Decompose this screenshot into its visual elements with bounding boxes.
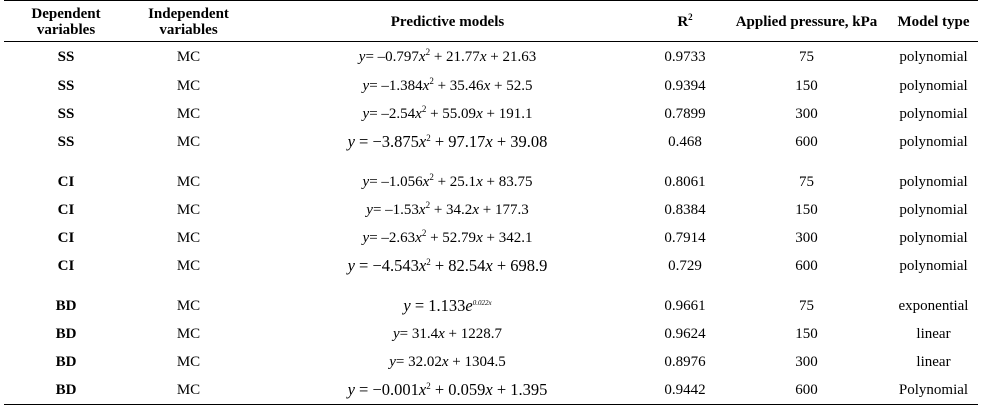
cell-applied-pressure: 600	[795, 133, 818, 150]
cell-model-type: linear	[916, 353, 951, 370]
cell-applied-pressure: 300	[795, 105, 818, 122]
model-exponent: 2	[425, 46, 431, 57]
model-coefficient-1: = –1.056	[369, 173, 423, 190]
cell-independent-variable: MC	[176, 105, 201, 122]
header-row	[4, 1, 978, 42]
cell-dependent-variable: CI	[57, 229, 75, 246]
model-coefficient-1: = –2.54	[369, 105, 416, 122]
header-dependent-line1: Dependent	[31, 5, 101, 22]
model-constant: + 83.75	[482, 173, 533, 190]
model-constant: + 21.63	[486, 48, 537, 65]
table-body	[4, 42, 978, 405]
model-coefficient-1: = 31.4	[399, 325, 439, 342]
cell-model-type: polynomial	[899, 201, 968, 218]
model-variable-2: x	[485, 256, 493, 275]
cell-dependent-variable: BD	[55, 381, 77, 398]
header-independent-line1: Independent	[148, 5, 229, 22]
model-exponent: 2	[426, 133, 431, 143]
cell-predictive-model	[249, 196, 646, 224]
model-variable-2: x	[479, 48, 487, 65]
model-coefficient-1: = −3.875	[354, 132, 419, 151]
model-constant: + 177.3	[478, 201, 529, 218]
model-constant: + 39.08	[492, 132, 548, 151]
table-row	[4, 128, 978, 156]
model-exponent: 2	[421, 103, 427, 114]
model-exponent: 2	[426, 257, 431, 267]
model-term-2: + 34.2	[430, 201, 473, 218]
model-y-symbol: y	[362, 229, 370, 246]
model-y-symbol: y	[347, 132, 355, 151]
model-term-2: + 82.54	[430, 256, 486, 275]
model-term-2: + 97.17	[430, 132, 486, 151]
cell-independent-variable: MC	[176, 133, 201, 150]
model-y-symbol: y	[347, 380, 355, 399]
cell-predictive-model	[249, 376, 646, 405]
cell-r-squared: 0.8976	[664, 353, 706, 370]
spacer-cell	[249, 280, 646, 292]
model-constant: + 52.5	[490, 77, 533, 94]
model-y-symbol: y	[362, 105, 370, 122]
model-y-symbol: y	[403, 296, 411, 315]
cell-applied-pressure: 300	[795, 353, 818, 370]
model-exponent: 2	[425, 199, 431, 210]
model-y-symbol: y	[358, 48, 366, 65]
cell-independent-variable: MC	[176, 353, 201, 370]
cell-applied-pressure: 150	[795, 201, 818, 218]
table-row	[4, 72, 978, 100]
model-variable-2: x	[485, 380, 493, 399]
model-variable-2: x	[485, 132, 493, 151]
group-spacer-row	[4, 156, 978, 168]
cell-independent-variable: MC	[176, 48, 201, 65]
cell-r-squared: 0.8384	[664, 201, 706, 218]
cell-dependent-variable: SS	[57, 133, 75, 150]
spacer-cell	[889, 280, 978, 292]
cell-predictive-model	[249, 72, 646, 100]
cell-r-squared: 0.9661	[664, 297, 706, 314]
header-model-type: Model type	[889, 1, 978, 42]
cell-model-type: polynomial	[899, 173, 968, 190]
header-predictive-models: Predictive models	[249, 1, 646, 42]
spacer-cell	[724, 280, 889, 292]
model-exponent: 2	[426, 381, 431, 391]
header-r-label: R	[677, 13, 689, 30]
cell-applied-pressure: 600	[795, 257, 818, 274]
model-variable-1: x	[422, 77, 430, 94]
model-coefficient-1: = –0.797	[365, 48, 419, 65]
cell-predictive-model	[249, 128, 646, 156]
table-row	[4, 42, 978, 73]
cell-independent-variable: MC	[176, 325, 201, 342]
model-term-2: + 55.09	[426, 105, 477, 122]
model-variable-1: x	[415, 105, 422, 122]
cell-dependent-variable: CI	[57, 257, 75, 274]
model-y-symbol: y	[392, 325, 400, 342]
cell-dependent-variable: BD	[55, 353, 77, 370]
model-coefficient-1: = –2.63	[369, 229, 416, 246]
cell-dependent-variable: CI	[57, 201, 75, 218]
predictive-models-table	[4, 0, 978, 405]
spacer-cell	[724, 156, 889, 168]
header-independent-variables	[128, 1, 249, 42]
cell-r-squared: 0.7914	[664, 229, 706, 246]
table-row	[4, 320, 978, 348]
model-variable-1: x	[438, 325, 445, 342]
model-y-symbol: y	[362, 77, 370, 94]
cell-applied-pressure: 600	[795, 381, 818, 398]
model-coefficient-1: = –1.53	[372, 201, 419, 218]
cell-predictive-model	[249, 348, 646, 376]
cell-predictive-model	[249, 224, 646, 252]
spacer-cell	[128, 280, 249, 292]
cell-independent-variable: MC	[176, 229, 201, 246]
model-constant: + 1.395	[492, 380, 548, 399]
model-variable-1: x	[418, 201, 426, 218]
model-variable-1: x	[418, 256, 427, 275]
table-row	[4, 376, 978, 405]
cell-applied-pressure: 75	[799, 48, 814, 65]
cell-applied-pressure: 150	[795, 77, 818, 94]
cell-model-type: polynomial	[899, 48, 968, 65]
model-exponent: 2	[421, 227, 427, 238]
model-variable-1: x	[418, 48, 426, 65]
models-table-container	[4, 0, 978, 405]
cell-predictive-model	[249, 42, 646, 73]
cell-r-squared: 0.9394	[664, 77, 706, 94]
model-y-symbol: y	[362, 173, 370, 190]
model-variable-2: x	[476, 173, 483, 190]
model-variable-1: x	[418, 132, 427, 151]
cell-applied-pressure: 75	[799, 297, 814, 314]
model-constant: + 191.1	[482, 105, 533, 122]
cell-applied-pressure: 150	[795, 325, 818, 342]
model-term-2: + 52.79	[426, 229, 477, 246]
spacer-cell	[4, 156, 128, 168]
model-y-symbol: y	[366, 201, 373, 218]
table-row	[4, 168, 978, 196]
cell-model-type: exponential	[898, 297, 969, 314]
model-coefficient-1: = −0.001	[354, 380, 419, 399]
header-dependent-variables	[4, 1, 128, 42]
cell-independent-variable: MC	[176, 77, 201, 94]
spacer-cell	[889, 156, 978, 168]
cell-r-squared: 0.8061	[664, 173, 706, 190]
cell-applied-pressure: 300	[795, 229, 818, 246]
spacer-cell	[646, 156, 724, 168]
model-exponent: 2	[429, 171, 434, 182]
cell-dependent-variable: BD	[55, 325, 77, 342]
cell-predictive-model	[249, 100, 646, 128]
model-variable-2: x	[476, 229, 483, 246]
model-variable-2: x	[472, 201, 479, 218]
group-spacer-row	[4, 280, 978, 292]
model-variable-1: e	[465, 296, 473, 315]
header-dependent-line2: variables	[36, 21, 96, 38]
cell-predictive-model	[249, 168, 646, 196]
model-coefficient-1: = −4.543	[354, 256, 419, 275]
cell-r-squared: 0.729	[668, 257, 702, 274]
spacer-cell	[646, 280, 724, 292]
cell-predictive-model	[249, 292, 646, 320]
cell-model-type: polynomial	[899, 77, 968, 94]
model-y-symbol: y	[389, 353, 396, 370]
model-exponent: 0.022x	[472, 299, 492, 307]
table-row	[4, 252, 978, 280]
header-independent-line2: variables	[159, 21, 218, 38]
spacer-cell	[128, 156, 249, 168]
model-variable-2: x	[483, 77, 491, 94]
cell-applied-pressure: 75	[799, 173, 814, 190]
cell-r-squared: 0.7899	[664, 105, 706, 122]
model-coefficient-1: = 1.133	[410, 296, 466, 315]
cell-model-type: polynomial	[899, 229, 968, 246]
cell-model-type: polynomial	[899, 105, 968, 122]
model-constant: + 698.9	[492, 256, 548, 275]
cell-dependent-variable: BD	[55, 297, 77, 314]
table-row	[4, 100, 978, 128]
cell-independent-variable: MC	[176, 257, 201, 274]
header-r-squared	[646, 1, 724, 42]
model-coefficient-1: = –1.384	[369, 77, 423, 94]
header-applied-pressure: Applied pressure, kPa	[724, 1, 889, 42]
model-term-2: + 21.77	[430, 48, 480, 65]
cell-independent-variable: MC	[176, 297, 201, 314]
table-row	[4, 196, 978, 224]
model-constant: + 342.1	[482, 229, 533, 246]
table-row	[4, 292, 978, 320]
spacer-cell	[249, 156, 646, 168]
cell-r-squared: 0.9442	[664, 381, 706, 398]
cell-dependent-variable: SS	[57, 77, 75, 94]
cell-r-squared: 0.9733	[664, 48, 706, 65]
cell-independent-variable: MC	[176, 201, 201, 218]
model-term-2: + 35.46	[433, 77, 484, 94]
cell-predictive-model	[249, 320, 646, 348]
model-variable-1: x	[418, 380, 427, 399]
model-coefficient-1: = 32.02	[395, 353, 442, 370]
cell-model-type: polynomial	[899, 133, 968, 150]
header-r-superscript: 2	[688, 11, 693, 22]
cell-r-squared: 0.468	[668, 133, 702, 150]
model-variable-1: x	[415, 229, 422, 246]
cell-dependent-variable: SS	[57, 105, 75, 122]
cell-dependent-variable: SS	[57, 48, 75, 65]
model-variable-1: x	[422, 173, 430, 190]
cell-dependent-variable: CI	[57, 173, 75, 190]
cell-model-type: polynomial	[899, 257, 968, 274]
model-term-2: + 0.059	[430, 380, 486, 399]
model-term-2: + 25.1	[433, 173, 477, 190]
cell-model-type: linear	[916, 325, 951, 342]
model-exponent: 2	[429, 75, 434, 86]
cell-r-squared: 0.9624	[664, 325, 706, 342]
cell-predictive-model	[249, 252, 646, 280]
cell-model-type: Polynomial	[898, 381, 969, 398]
cell-independent-variable: MC	[176, 381, 201, 398]
cell-independent-variable: MC	[176, 173, 201, 190]
table-row	[4, 224, 978, 252]
spacer-cell	[4, 280, 128, 292]
model-variable-2: x	[476, 105, 483, 122]
model-term-2: + 1304.5	[448, 353, 506, 370]
model-variable-1: x	[441, 353, 449, 370]
model-y-symbol: y	[347, 256, 355, 275]
table-row	[4, 348, 978, 376]
model-term-2: + 1228.7	[444, 325, 503, 342]
